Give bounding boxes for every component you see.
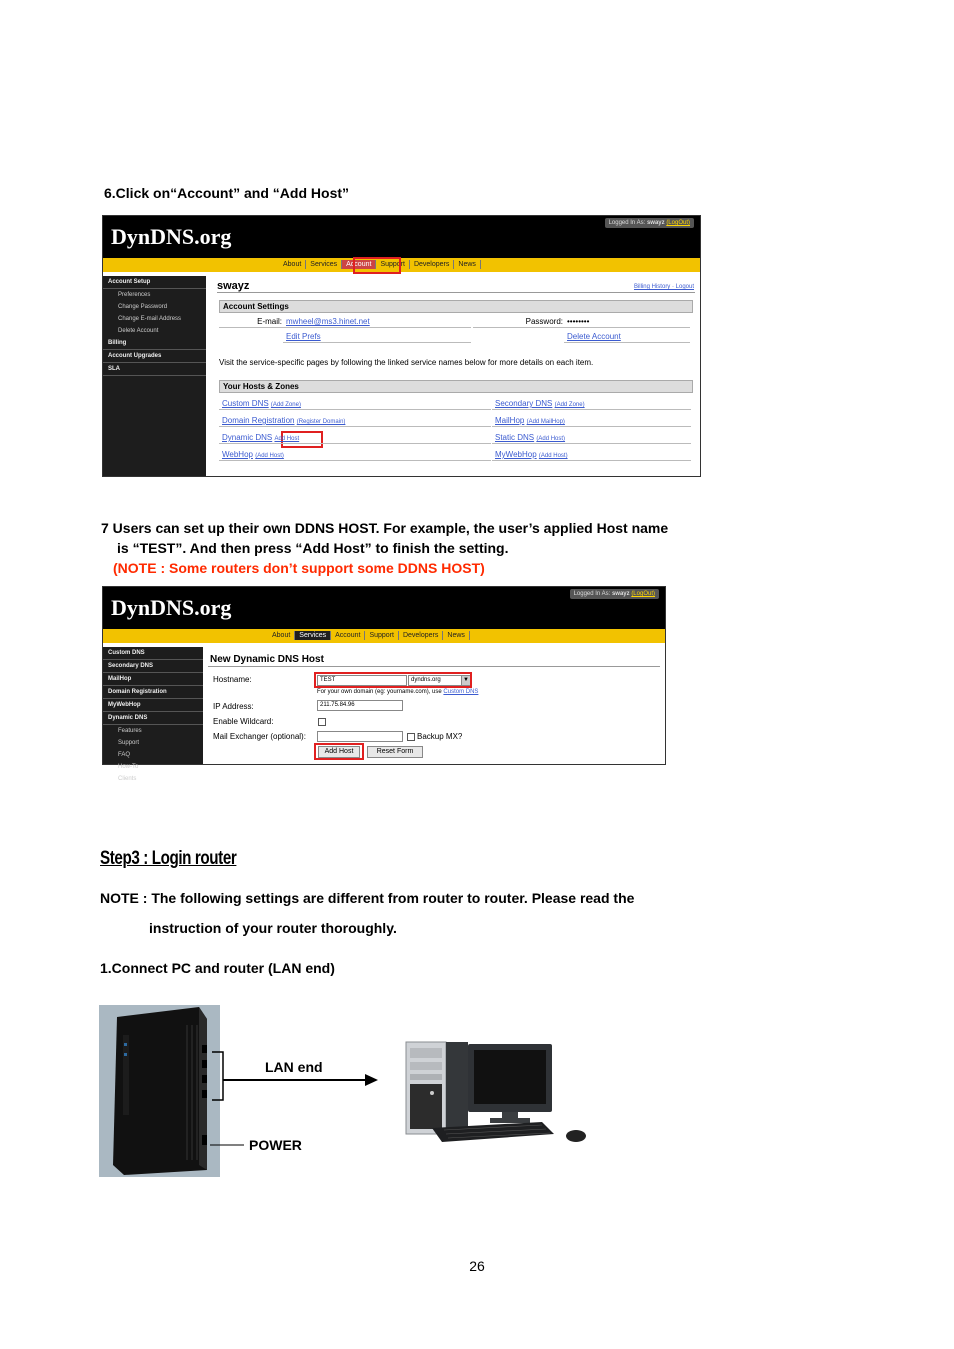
logout-link-2[interactable]: (LogOut) xyxy=(631,591,655,597)
host-service-link[interactable]: MailHop xyxy=(495,416,525,425)
host-row-left xyxy=(219,432,491,444)
email-value[interactable]: mwheel@ms3.hinet.net xyxy=(283,316,471,328)
nav-tab-developers[interactable]: Developers xyxy=(410,260,454,269)
ip-label: IP Address: xyxy=(213,702,254,711)
hostname-input[interactable]: TEST xyxy=(317,675,407,686)
host-service-link[interactable]: Domain Registration xyxy=(222,416,295,425)
nav-tab-support[interactable]: Support xyxy=(365,631,399,640)
mx-input[interactable] xyxy=(317,731,403,742)
login-prefix: Logged In As: xyxy=(608,220,646,226)
power-label: POWER xyxy=(249,1137,302,1153)
dyndns-logo-2: DynDNS.org xyxy=(111,595,232,620)
host-action-link[interactable]: Add Host xyxy=(274,436,300,442)
login-status xyxy=(605,218,694,228)
nav-tab-about[interactable]: About xyxy=(268,631,295,640)
host-action-link[interactable]: (Add Zone) xyxy=(270,402,301,408)
host-action-link[interactable]: (Add Zone) xyxy=(554,402,585,408)
step3-title: Step3 : Login router xyxy=(100,848,237,869)
host-action-link[interactable]: (Add MailHop) xyxy=(526,419,565,425)
host-action-link[interactable]: (Add Host) xyxy=(536,436,566,442)
sidebar-item[interactable]: Domain Registration xyxy=(103,686,203,699)
nav-tab-news[interactable]: News xyxy=(454,260,481,269)
password-value: •••••••• xyxy=(564,316,690,328)
host-row-right xyxy=(492,415,691,427)
sidebar-item[interactable]: Secondary DNS xyxy=(103,660,203,673)
hostname-highlight xyxy=(314,672,472,688)
host-row-left xyxy=(219,415,491,427)
sidebar-item[interactable]: Preferences xyxy=(118,292,151,298)
add-host-button[interactable]: Add Host xyxy=(318,746,360,758)
chevron-down-icon[interactable]: ▼ xyxy=(461,675,471,686)
step7-note: (NOTE : Some routers don’t support some DDNS HOST) xyxy=(113,560,485,576)
host-action-link[interactable]: (Add Host) xyxy=(255,453,284,459)
nav-tab-account[interactable]: Account xyxy=(331,631,365,640)
host-row-left xyxy=(219,398,491,410)
login-prefix-2: Logged In As: xyxy=(573,591,611,597)
nav-tab-about[interactable]: About xyxy=(279,260,306,269)
nav-tab-developers[interactable]: Developers xyxy=(399,631,443,640)
sidebar-item[interactable]: Change E-mail Address xyxy=(118,316,182,322)
nav-tab-support[interactable]: Support xyxy=(376,260,410,269)
divider xyxy=(217,292,695,293)
sidebar-item[interactable]: Dynamic DNS xyxy=(103,712,203,725)
host-service-link[interactable]: Static DNS xyxy=(495,433,535,442)
nav-tab-services[interactable]: Services xyxy=(295,631,331,640)
services-sidebar xyxy=(103,647,203,782)
sidebar-item[interactable]: Account Setup xyxy=(103,276,206,289)
hint-text: For your own domain (eg: yourname.com), use xyxy=(317,689,442,695)
sidebar-item[interactable]: Billing xyxy=(103,337,206,350)
sidebar-item[interactable]: Features xyxy=(118,728,142,734)
lan-end-label: LAN end xyxy=(265,1059,323,1075)
sidebar-item[interactable]: Clients xyxy=(118,776,137,782)
router-icon xyxy=(99,1005,220,1177)
desktop-pc-icon xyxy=(402,1038,592,1148)
account-screenshot xyxy=(102,215,701,477)
step7-line2: is “TEST”. And then press “Add Host” to finish the setting. xyxy=(117,540,509,556)
password-label: Password: xyxy=(473,316,566,328)
nav-tab-account[interactable]: Account xyxy=(342,260,376,269)
domain-hint xyxy=(317,689,478,695)
sidebar-item[interactable]: MailHop xyxy=(103,673,203,686)
host-row-left xyxy=(219,449,491,461)
sidebar-item[interactable]: Delete Account xyxy=(118,328,159,334)
host-row-right xyxy=(492,398,691,410)
sidebar-item[interactable]: MyWebHop xyxy=(103,699,203,712)
add-host-button-highlight xyxy=(314,743,364,760)
dyndns-logo: DynDNS.org xyxy=(111,224,232,249)
connect-caption: 1.Connect PC and router (LAN end) xyxy=(100,960,335,976)
login-status-2 xyxy=(570,589,659,599)
router-photo xyxy=(99,1005,220,1177)
ip-input[interactable]: 211.75.84.96 xyxy=(317,700,403,711)
delete-account-link[interactable]: Delete Account xyxy=(564,331,690,343)
billing-logout-links[interactable]: Billing History · Logout xyxy=(633,284,694,290)
sidebar-item[interactable]: SLA xyxy=(103,363,206,376)
custom-dns-link[interactable]: Custom DNS xyxy=(443,689,479,695)
sidebar-item[interactable]: FAQ xyxy=(118,752,131,758)
wildcard-label: Enable Wildcard: xyxy=(213,717,274,726)
host-service-link[interactable]: MyWebHop xyxy=(495,450,537,459)
backup-mx-checkbox[interactable] xyxy=(407,733,415,741)
step7-line1: 7 Users can set up their own DDNS HOST. For example, the user’s applied Host name xyxy=(101,520,669,536)
login-user-2: swayz xyxy=(611,591,630,597)
reset-form-button[interactable]: Reset Form xyxy=(367,746,423,758)
nav-tab-news[interactable]: News xyxy=(443,631,470,640)
note-line1: NOTE : The following settings are different from router to router. Please read the xyxy=(100,890,635,906)
form-divider xyxy=(208,666,660,667)
sidebar-item[interactable]: How-To xyxy=(118,764,139,770)
domain-select[interactable]: dyndns.org xyxy=(408,675,469,686)
hostname-label: Hostname: xyxy=(213,675,252,684)
main-nav-2 xyxy=(268,631,470,640)
mx-label: Mail Exchanger (optional): xyxy=(213,732,306,741)
host-service-link[interactable]: Dynamic DNS xyxy=(222,433,273,442)
host-service-link[interactable]: Secondary DNS xyxy=(495,399,553,408)
login-user: swayz xyxy=(646,220,665,226)
form-title: New Dynamic DNS Host xyxy=(210,654,324,665)
account-sidebar xyxy=(103,276,206,476)
sidebar-item[interactable]: Account Upgrades xyxy=(103,350,206,363)
wildcard-checkbox[interactable] xyxy=(318,718,326,726)
host-service-link[interactable]: WebHop xyxy=(222,450,253,459)
username-heading: swayz xyxy=(217,280,250,292)
host-action-link[interactable]: (Add Host) xyxy=(538,453,568,459)
sidebar-item[interactable]: Support xyxy=(118,740,140,746)
note-line2: instruction of your router thoroughly. xyxy=(149,920,397,936)
host-action-link[interactable]: (Register Domain) xyxy=(296,419,346,425)
nav-tab-services[interactable]: Services xyxy=(306,260,342,269)
hosts-header: Your Hosts & Zones xyxy=(219,380,693,393)
host-service-link[interactable]: Custom DNS xyxy=(222,399,269,408)
host-row-right xyxy=(492,449,691,461)
dyndns-header-2 xyxy=(103,587,665,629)
logout-link[interactable]: (LogOut) xyxy=(666,220,690,226)
sidebar-item[interactable]: Custom DNS xyxy=(103,647,203,660)
account-highlight xyxy=(353,257,401,274)
edit-prefs-link[interactable]: Edit Prefs xyxy=(283,331,471,343)
step6-caption: 6.Click on“Account” and “Add Host” xyxy=(104,185,350,201)
backup-mx-label: Backup MX? xyxy=(417,732,463,741)
dyndns-header xyxy=(103,216,700,258)
page-number: 26 xyxy=(469,1258,485,1274)
account-settings-header: Account Settings xyxy=(219,300,693,313)
info-text: Visit the service-specific pages by following the linked service names below for more details on each item. xyxy=(219,358,594,367)
new-host-screenshot xyxy=(102,586,666,782)
host-row-right xyxy=(492,432,691,444)
email-label: E-mail: xyxy=(219,316,285,328)
sidebar-item[interactable]: Change Password xyxy=(118,304,168,310)
